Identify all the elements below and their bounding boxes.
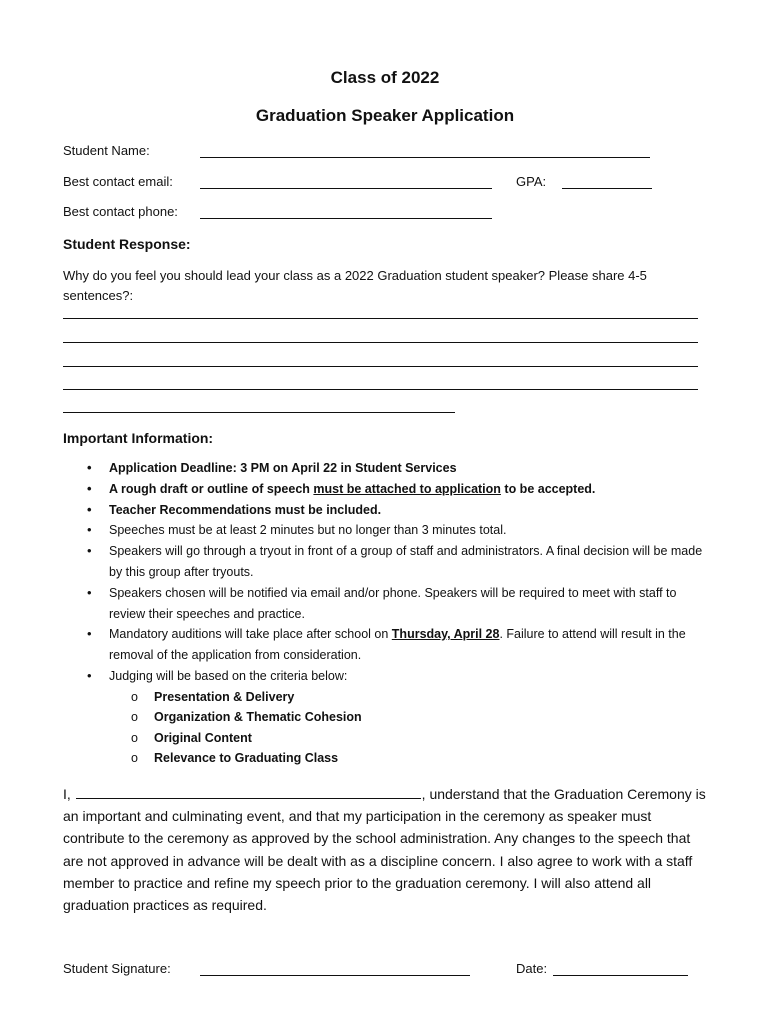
list-item bbox=[63, 458, 713, 479]
form-title: Graduation Speaker Application bbox=[255, 106, 515, 125]
tryout-text: Speakers will go through a tryout in front of a group of staff and administrators. A final decision will be made by this group after tryouts. bbox=[109, 544, 703, 579]
deadline-text: Application Deadline: 3 PM on April 22 in Student Services bbox=[109, 461, 457, 475]
date-label: Date: bbox=[516, 961, 548, 976]
student-name-label: Student Name: bbox=[63, 143, 150, 158]
important-info-heading: Important Information: bbox=[63, 430, 214, 446]
length-text: Speeches must be at least 2 minutes but no longer than 3 minutes total. bbox=[109, 523, 507, 538]
notified-text: Speakers chosen will be notified via email and/or phone. Speakers will be required to meet with staff to review their speeches and practice. bbox=[109, 585, 677, 621]
draft-text-end: to be accepted. bbox=[500, 481, 596, 496]
response-line[interactable] bbox=[63, 318, 698, 319]
student-response-heading: Student Response: bbox=[63, 236, 191, 252]
email-label: Best contact email: bbox=[63, 174, 173, 189]
date-field[interactable] bbox=[553, 975, 688, 976]
judging-text: Judging will be based on the criteria below: bbox=[109, 668, 348, 683]
phone-field[interactable] bbox=[200, 218, 492, 219]
criteria-item: o Relevance to Graduating Class bbox=[109, 748, 713, 769]
email-field[interactable] bbox=[200, 188, 492, 189]
gpa-label: GPA: bbox=[516, 174, 547, 189]
response-line[interactable] bbox=[63, 366, 698, 367]
list-item bbox=[63, 666, 713, 769]
phone-label: Best contact phone: bbox=[63, 204, 178, 219]
criteria-item: o Organization & Thematic Cohesion bbox=[109, 707, 713, 728]
auditions-date: Thursday, April 28 bbox=[391, 627, 500, 642]
criteria-list bbox=[109, 687, 713, 769]
list-item bbox=[63, 624, 713, 666]
list-item bbox=[63, 500, 713, 521]
criteria-item: o Original Content bbox=[109, 728, 713, 749]
response-line[interactable] bbox=[63, 389, 698, 390]
list-item bbox=[63, 479, 713, 500]
signature-field[interactable] bbox=[200, 975, 470, 976]
response-line[interactable] bbox=[63, 342, 698, 343]
statement-text: , understand that the Graduation Ceremony is an important and culminating event, and that my participation in the ceremony as speaker must contribute to the ceremony as approved by the school administration. Any changes to the speech that are not approved in advance will be dealt with as a discipline concern. I also agree to work with a staff member to practice and refine my speech prior to the graduation ceremony. I will also attend all graduation practices as required. bbox=[63, 786, 706, 914]
recommendations-text: Teacher Recommendations must be included. bbox=[109, 502, 382, 517]
statement-prefix: I, bbox=[63, 786, 71, 802]
list-item bbox=[63, 541, 713, 583]
class-title: Class of 2022 bbox=[330, 68, 440, 87]
draft-text: A rough draft or outline of speech bbox=[109, 481, 314, 496]
criteria-item: o Presentation & Delivery bbox=[109, 687, 713, 708]
auditions-text-end: . Failure to attend will result in the removal of the application from consideration. bbox=[109, 627, 686, 663]
info-list bbox=[63, 458, 713, 769]
draft-underlined-text: must be attached to application bbox=[313, 481, 501, 496]
response-prompt: Why do you feel you should lead your class as a 2022 Graduation student speaker? Please share 4-5 sentences?: bbox=[63, 268, 647, 303]
name-blank-field[interactable] bbox=[76, 785, 421, 799]
list-item bbox=[63, 520, 713, 541]
response-line[interactable] bbox=[63, 412, 455, 413]
student-name-field[interactable] bbox=[200, 157, 650, 158]
gpa-field[interactable] bbox=[562, 188, 652, 189]
list-item bbox=[63, 583, 713, 625]
signature-label: Student Signature: bbox=[63, 961, 171, 976]
agreement-statement bbox=[63, 783, 713, 916]
auditions-text: Mandatory auditions will take place after school on bbox=[109, 627, 392, 642]
